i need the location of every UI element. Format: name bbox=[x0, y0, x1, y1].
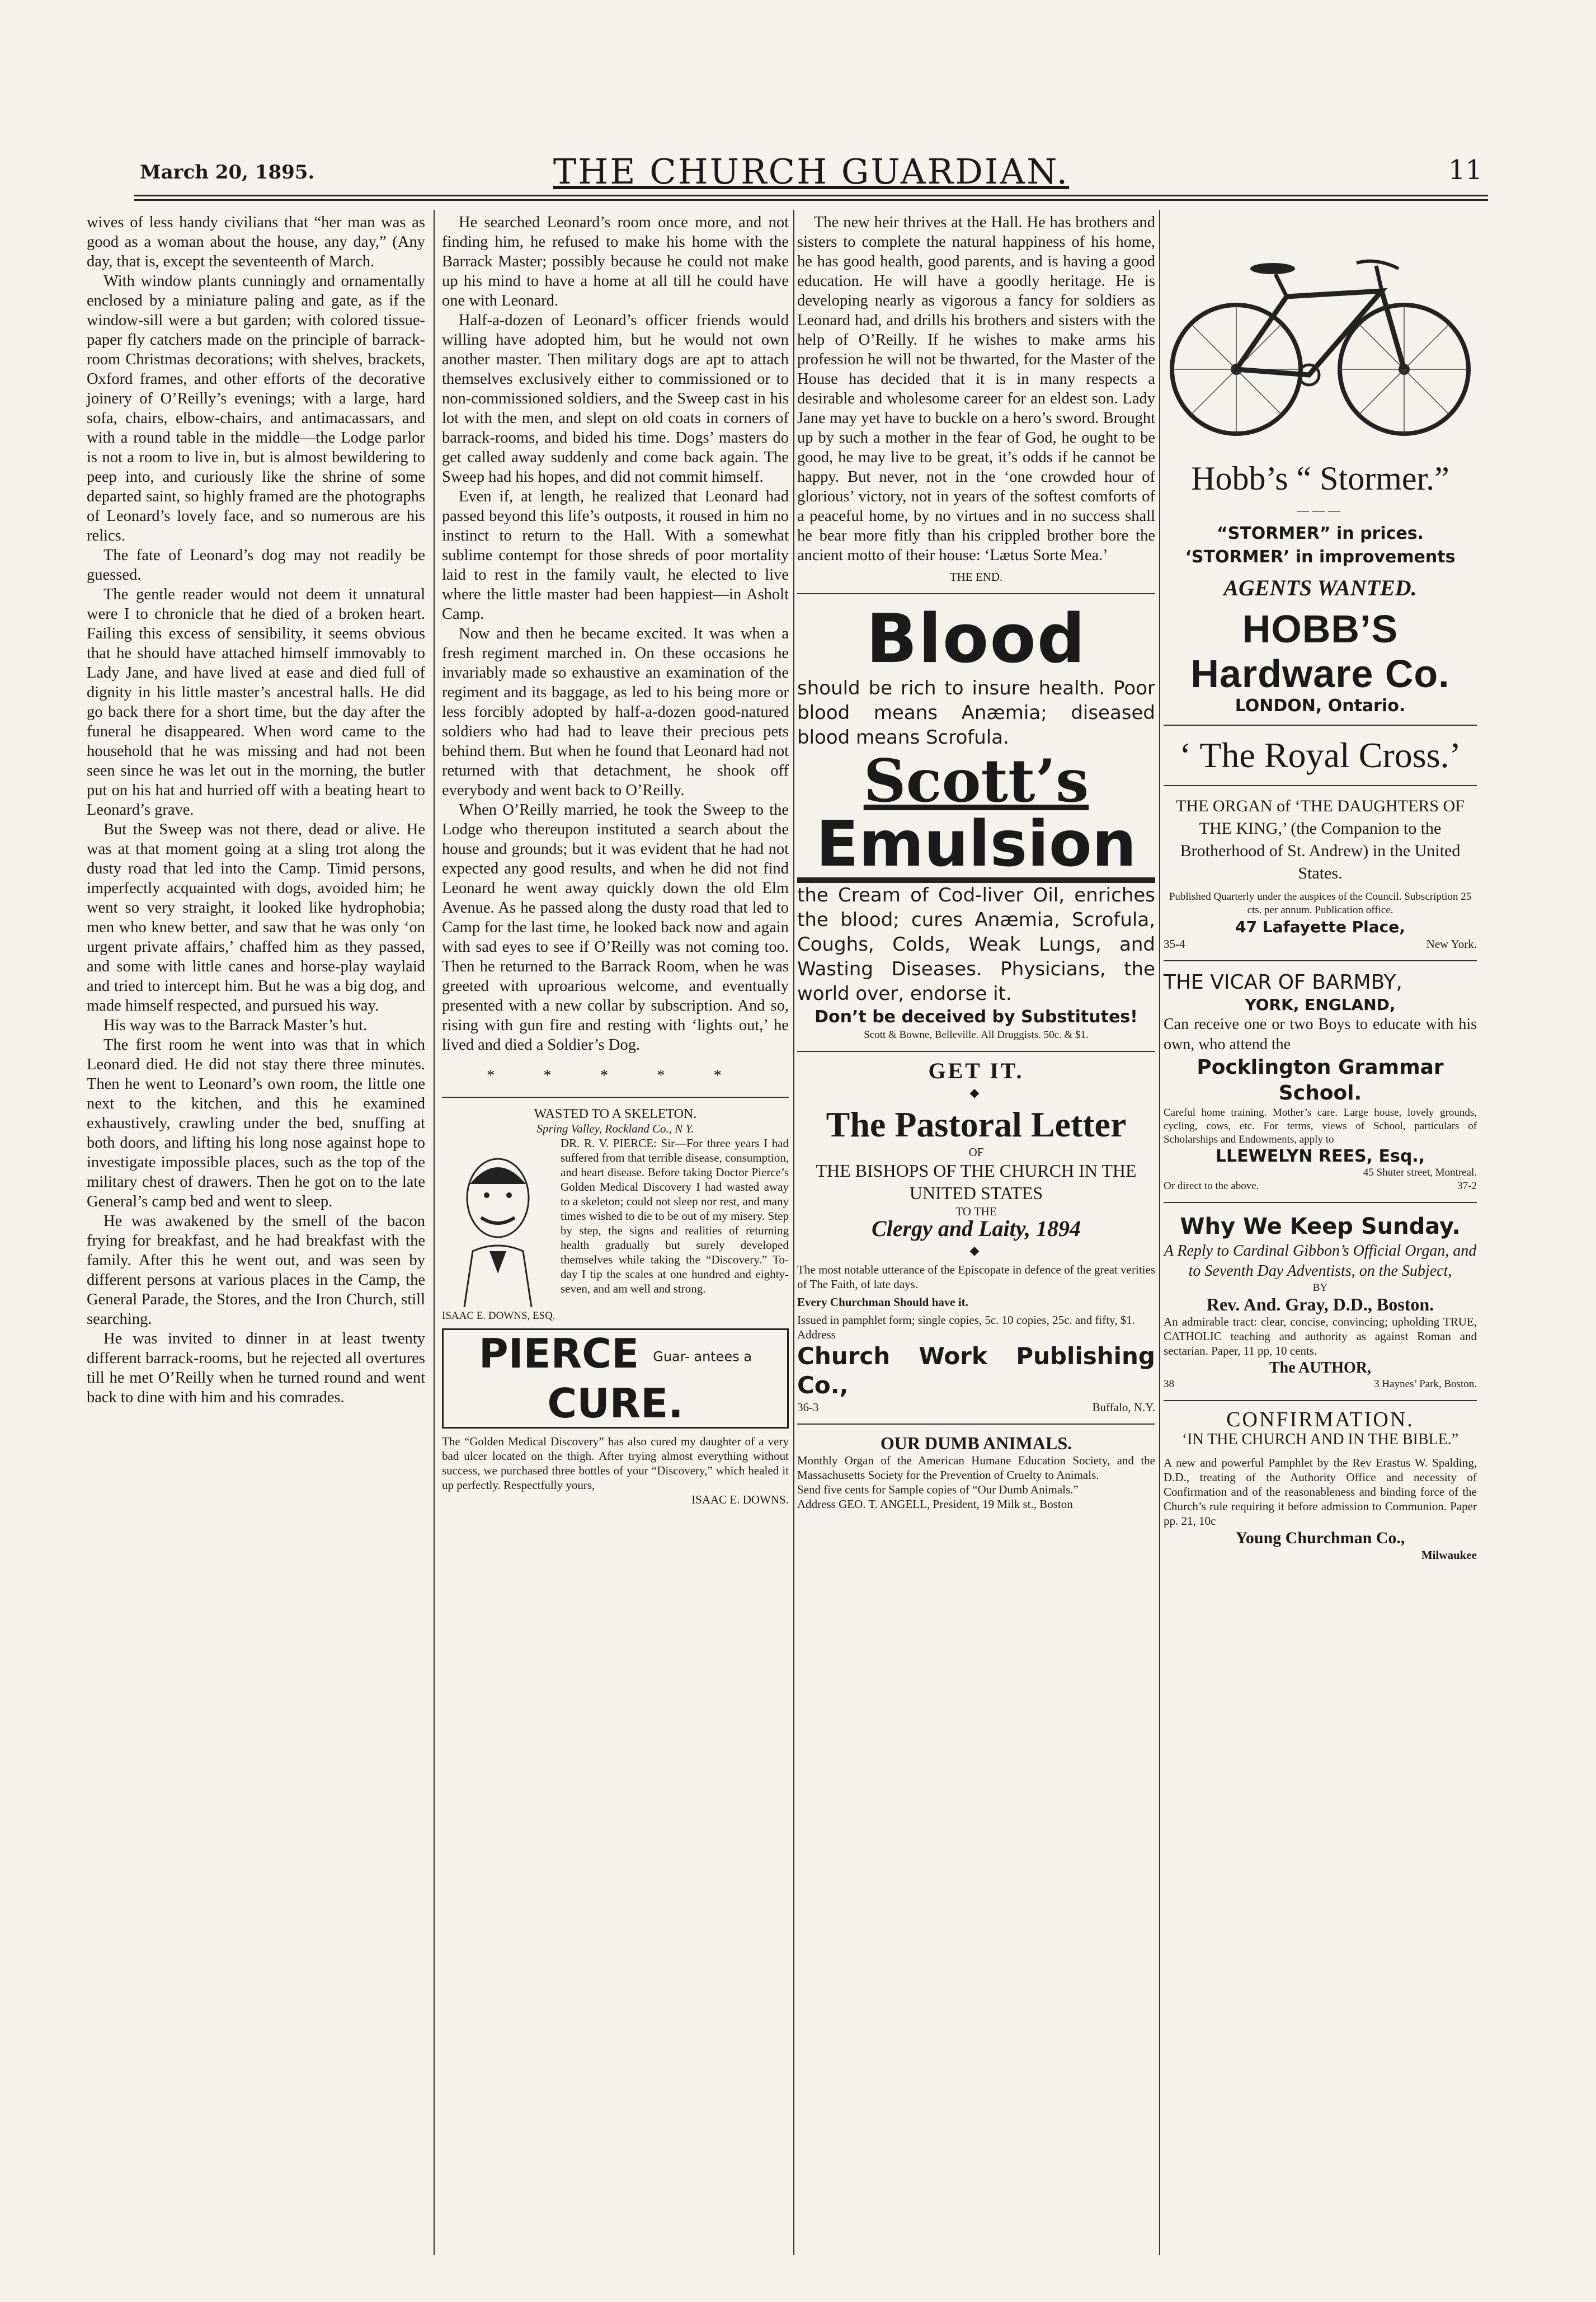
lafayette-number: 35-4 bbox=[1164, 937, 1185, 951]
story-paragraph: The first room he went into was that in which Leonard died. He did not stay there three minutes. Then he went to Leonard’s own room, the little one next to the kitchen, and this he examined exhaustively, crawling under the bed, snuffing at both doors, and lifting his long nose against hope to investigate impossible places, such as the top of the military chest of drawers. Then he got on to the late General’s camp bed and went to sleep. bbox=[87, 1036, 425, 1210]
receive-boys: Can receive one or two Boys to educate with his own, who attend the bbox=[1164, 1016, 1477, 1053]
cure-word: CURE. bbox=[547, 1380, 684, 1427]
pastoral-letter-title: The Pastoral Letter bbox=[826, 1105, 1127, 1144]
clergy-laity: Clergy and Laity, 1894 bbox=[871, 1216, 1081, 1241]
of-label: OF bbox=[968, 1145, 984, 1159]
milwaukee: Milwaukee bbox=[1421, 1548, 1477, 1562]
church-work-publishing: Church Work Publishing Co., bbox=[797, 1342, 1155, 1399]
header-rule bbox=[134, 195, 1488, 196]
scotts-headline: Scott’s bbox=[863, 746, 1089, 815]
reply-cardinal: A Reply to Cardinal Gibbon’s Official Organ, and to Seventh Day Adventists, on the Subject, bbox=[1164, 1242, 1477, 1280]
story-column-1 bbox=[87, 213, 425, 1407]
skeleton-advert bbox=[442, 1107, 789, 1507]
header-rule-2 bbox=[134, 199, 1488, 201]
story-paragraph: He was invited to dinner in at least twenty different barrack-rooms, but he rejected all overtures till he met O’Reilly when he turned round and went back to dine with him and his comrades. bbox=[87, 1330, 425, 1406]
divider bbox=[797, 1051, 1155, 1052]
advert-column bbox=[1164, 213, 1477, 1562]
page-number: 11 bbox=[1448, 154, 1482, 186]
lafayette-city: New York. bbox=[1426, 937, 1477, 951]
emulsion-headline: Emulsion bbox=[797, 811, 1155, 883]
llewelyn-rees: LLEWELYN REES, Esq., bbox=[1215, 1147, 1425, 1166]
in-the-church: ‘IN THE CHURCH AND IN THE BIBLE.” bbox=[1181, 1431, 1459, 1448]
portrait-illustration bbox=[442, 1139, 554, 1307]
admirable-tract: An admirable tract: clear, concise, convincing; upholding TRUE, CATHOLIC teaching and authority as against Roman and sectarian. Paper, 11 pp, 10 cents. bbox=[1164, 1315, 1477, 1357]
story-paragraph: His way was to the Barrack Master’s hut. bbox=[103, 1017, 368, 1034]
advert-title: WASTED TO A SKELETON. bbox=[534, 1107, 697, 1121]
pierce-banner bbox=[442, 1328, 789, 1429]
the-author: The AUTHOR, bbox=[1269, 1359, 1372, 1376]
column-divider bbox=[434, 210, 435, 2255]
bicycle-illustration bbox=[1164, 213, 1477, 459]
lafayette-footer bbox=[1164, 937, 1477, 951]
by-label: BY bbox=[1312, 1282, 1328, 1294]
flourish: ◆ bbox=[969, 1243, 983, 1257]
section-stars: * * * * * bbox=[487, 1067, 744, 1084]
blood-headline: Blood bbox=[866, 600, 1086, 678]
cwp-number: 36-3 bbox=[797, 1401, 819, 1414]
divider bbox=[442, 1097, 789, 1098]
newspaper-title: THE CHURCH GUARDIAN. bbox=[553, 151, 1070, 192]
story-paragraph: The new heir thrives at the Hall. He has brothers and sisters to complete the natural happiness of his home, he has good health, good parents, and is having a good education. He will have a goodly heritage. He is developing nearly as vigorous a fancy for soldiers as Leonard had, and drills his brothers and sisters with the help of O’Reilly. If he wishes to make arms his profession he will not be thwarted, for the Master of the House has decided that it is in many respects a desirable and wholesome career for an eldest son. Lady Jane may yet have to buckle on a hero’s sword. Brought up by such a mother in the fear of God, he ought to be good, he may live to be great, it’s odds if he cannot be happy. But never, not in the ‘one crowded hour of glorious’ victory, not in years of the softest comforts of a peaceful home, by no virtues and in no success shall he bear more fitly than his crippled brother bore the ancient motto of their house: ‘Lætus Sorte Mea.’ bbox=[797, 214, 1155, 564]
get-it: GET IT. bbox=[928, 1058, 1024, 1083]
address-label: Address bbox=[797, 1328, 836, 1341]
divider bbox=[1164, 785, 1477, 786]
advert-body: DR. R. V. PIERCE: Sir—For three years I had suffered from that terrible disease, consumption, and heart disease. Before taking Doctor Pierce’s Golden Medical Discovery I had wasted away to a skeleton; could not sleep nor rest, and many times wished to die to be out of my misery. Step by step, the signs and realities of returning health gradually but surely developed themselves while taking the “Discovery.” To-day I tip the scales at one hundred and eighty-seven, and am well and strong. bbox=[561, 1136, 789, 1295]
the-end: THE END. bbox=[949, 570, 1003, 584]
story-paragraph: He was awakened by the smell of the bacon frying for breakfast, and he had breakfast with the family. After this he went out, and was seen by different persons at various places in the Camp, the General Parade, the Stores, and the Iron Church, still searching. bbox=[87, 1213, 425, 1328]
story-paragraph: He searched Leonard’s room once more, and not finding him, he refused to make his home with the Barrack Master; possibly because he could not make up his mind to have a home at all till he could have one with Leonard. bbox=[442, 214, 789, 309]
divider bbox=[1164, 1202, 1477, 1203]
scott-bowne: Scott & Bowne, Belleville. All Druggists. 50c. & $1. bbox=[864, 1029, 1089, 1041]
divider bbox=[1164, 1400, 1477, 1401]
daughters-organ: THE ORGAN of ‘THE DAUGHTERS OF THE KING,’ (the Companion to the Brotherhood of St. Andrew) in the United States. bbox=[1176, 797, 1465, 882]
direct-number: 37-2 bbox=[1457, 1180, 1477, 1192]
emulsion-text: the Cream of Cod-liver Oil, enriches the blood; cures Anæmia, Scrofula, Coughs, Colds, Weak Lungs, and Wasting Diseases. Physicians, the world over, endorse it. bbox=[797, 884, 1155, 1005]
pierce-guarantees: Guar- antees a bbox=[653, 1349, 752, 1365]
author-footer bbox=[1164, 1378, 1477, 1391]
london-ontario: LONDON, Ontario. bbox=[1235, 696, 1406, 716]
agents-wanted: AGENTS WANTED. bbox=[1223, 575, 1417, 600]
notable-utterance: The most notable utterance of the Episcopate in defence of the great verities of The Faith, of late days. bbox=[797, 1263, 1155, 1291]
divider bbox=[797, 593, 1155, 594]
story-paragraph: When O’Reilly married, he took the Sweep to the Lodge who thereupon instituted a search about the house and grounds; but it was evident that he had not expected any good results, and when he did not find Leonard he went away quickly down the old Elm Avenue. As he passed along the dusty road that led to Camp for the last time, he looked back now and again with sad eyes to see if O’Reilly was not coming too. Then he returned to the Barrack Room, when he was greeted with uproarious welcome, and eventually presented with a new collar by subscription. And so, rising with gun fire and resting with ‘lights out,’ he lived and died a Soldier’s Dog. bbox=[442, 801, 789, 1054]
story-paragraph: wives of less handy civilians that “her man was as good as a woman about the house, any day,” (Any day, that is, except the seventeenth of March. bbox=[87, 214, 425, 270]
pocklington-school: Pocklington Grammar School. bbox=[1197, 1056, 1444, 1105]
flourish: ——— bbox=[1297, 503, 1344, 517]
lafayette-place: 47 Lafayette Place, bbox=[1235, 918, 1405, 936]
why-keep-sunday: Why We Keep Sunday. bbox=[1180, 1214, 1461, 1239]
royal-cross: ‘ The Royal Cross.’ bbox=[1179, 735, 1461, 775]
pierce-word: PIERCE bbox=[478, 1330, 639, 1377]
confirmation-pamphlet: A new and powerful Pamphlet by the Rev Erastus W. Spalding, D.D., treating of the Authority Office and necessity of Confirmation and of the reasonableness and binding force of the Church’s rule requiring it before admission to Communion. Paper pp. 21, 10c bbox=[1164, 1456, 1477, 1528]
advert-footer-signature: ISAAC E. DOWNS. bbox=[691, 1493, 789, 1507]
cwp-city: Buffalo, N.Y. bbox=[1092, 1401, 1155, 1414]
advert-signature: ISAAC E. DOWNS, ESQ. bbox=[442, 1310, 555, 1322]
story-paragraph: Even if, at length, he realized that Leonard had passed beyond this life’s outposts, it roused in him no instinct to return to the Hall. With a somewhat sublime contempt for those shreds of poor mortality laid to rest in the family vault, he elected to live where the little master had been happiest—in Asholt Camp. bbox=[442, 488, 789, 623]
author-number: 38 bbox=[1164, 1378, 1174, 1390]
cwp-footer bbox=[797, 1400, 1155, 1415]
divider bbox=[797, 1424, 1155, 1425]
shuter-street: 45 Shuter street, Montreal. bbox=[1363, 1167, 1477, 1178]
direct-above: Or direct to the above. bbox=[1164, 1180, 1259, 1192]
story-paragraph: The fate of Leonard’s dog may not readily be guessed. bbox=[87, 547, 425, 584]
haynes-park: 3 Haynes’ Park, Boston. bbox=[1374, 1378, 1477, 1390]
column-divider bbox=[793, 210, 794, 2255]
divider bbox=[1164, 725, 1477, 726]
story-paragraph: The gentle reader would not deem it unnatural were I to chronicle that he died of a broken heart. Failing this excess of sensibility, it seems obvious that he should have attached himself immovably to Lady Jane, and have lived at ease and died full of dignity in his little master’s ancestral halls. He did go back there for a short time, but the day after the funeral he disappeared. When word came to the household that he was missing and had not been seen since he was let out in the morning, the butler put on his hat and hurried off with a beating heart to Leonard’s grave. bbox=[87, 586, 425, 819]
blood-text: should be rich to insure health. Poor blood means Anæmia; diseased blood means Scrofula. bbox=[797, 677, 1155, 749]
york-england: YORK, ENGLAND, bbox=[1245, 995, 1396, 1014]
substitutes-warning: Don’t be deceived by Substitutes! bbox=[815, 1007, 1138, 1027]
rev-gray: Rev. And. Gray, D.D., Boston. bbox=[1206, 1294, 1434, 1314]
divider bbox=[1164, 960, 1477, 961]
stormer-improvements: ‘STORMER’ in improvements bbox=[1185, 547, 1456, 567]
column-3 bbox=[797, 213, 1155, 1511]
issue-date: March 20, 1895. bbox=[140, 161, 315, 184]
advert-footer: The “Golden Medical Discovery” has also cured my daughter of a very bad ulcer located on the thigh. After trying almost everything without success, we purchased three bottles of your “Discovery,” which healed it up perfectly. Respectfully yours, bbox=[442, 1435, 789, 1492]
column-divider bbox=[1159, 210, 1160, 2255]
story-paragraph: But the Sweep was not there, dead or alive. He was at that moment going at a sling trot along the dusty road that led into the Camp. Timid persons, imperfectly acquainted with dogs, avoided him; he went so very straight, it looked like hydrophobia; men who knew better, and saw that he was only ‘on urgent private affairs,’ chaffed him as they passed, and some with little canes and horse-play waylaid and tried to intercept him. But he was a big dog, and made himself respected, and pursued his way. bbox=[87, 821, 425, 1014]
to-the: TO THE bbox=[955, 1205, 997, 1218]
every-churchman: Every Churchman Should have it. bbox=[797, 1295, 968, 1309]
bishops-line: THE BISHOPS OF THE CHURCH IN THE UNITED STATES bbox=[816, 1161, 1137, 1203]
dumb-animals-address: Address GEO. T. ANGELL, President, 19 Milk st., Boston bbox=[797, 1497, 1073, 1511]
story-column-2 bbox=[442, 213, 789, 1507]
published-quarterly: Published Quarterly under the auspices of the Council. Subscription 25 cts. per annum. Publication office. bbox=[1169, 891, 1472, 916]
young-churchman: Young Churchman Co., bbox=[1235, 1529, 1405, 1547]
dumb-animals-send: Send five cents for Sample copies of “Our Dumb Animals.” bbox=[797, 1483, 1079, 1496]
hobbs-hardware: HOBB’S Hardware Co. bbox=[1190, 607, 1450, 696]
flourish: ◆ bbox=[969, 1086, 983, 1100]
masthead bbox=[134, 151, 1488, 190]
direct-footer bbox=[1164, 1180, 1477, 1193]
issued-in-pamphlet: Issued in pamphlet form; single copies, 5c. 10 copies, 25c. and fifty, $1. bbox=[797, 1313, 1136, 1327]
stormer-prices: “STORMER” in prices. bbox=[1216, 524, 1424, 543]
vicar-barmby: THE VICAR OF BARMBY, bbox=[1164, 971, 1402, 994]
dumb-animals-title: OUR DUMB ANIMALS. bbox=[880, 1433, 1072, 1453]
confirmation-title: CONFIRMATION. bbox=[1226, 1408, 1414, 1431]
careful-home-training: Careful home training. Mother’s care. Large house, lovely grounds, cycling, cows, etc. For terms, views of School, particulars of Scholarships and Endowments, apply to bbox=[1164, 1107, 1477, 1145]
story-paragraph: With window plants cunningly and ornamentally enclosed by a miniature paling and gate, as if the window-sill were a but garden; with colored tissue-paper fly catchers made on the principle of barrack-room Christmas decorations; with shelves, brackets, Oxford frames, and other efforts of the decorative joinery of O’Reilly’s evenings; with a large, hard sofa, chairs, elbow-chairs, and antimacassars, and with a round table in the middle—the Lodge parlor is not a room to live in, but is almost bewildering to peep into, and curiously like the shrine of some departed saint, so highly framed are the photographs of Leonard’s lovely face, and so numerous are his relics. bbox=[87, 273, 425, 544]
story-paragraph: Now and then he became excited. It was when a fresh regiment marched in. On these occasions he invariably made so exhaustive an examination of the regiment and its baggage, as led to his being more or less forcibly adopted by half-a-dozen good-natured soldiers who had had to leave their precious pets behind them. But when he found that Leonard had not returned with that detachment, he shook off everybody and went back to O’Reilly. bbox=[442, 625, 789, 799]
dumb-animals-text: Monthly Organ of the American Humane Education Society, and the Massachusetts Society for the Prevention of Cruelty to Animals. bbox=[797, 1454, 1155, 1482]
advert-place: Spring Valley, Rockland Co., N Y. bbox=[536, 1122, 694, 1135]
story-paragraph: Half-a-dozen of Leonard’s officer friends would willing have adopted him, but he would not own another master. Then military dogs are apt to attach themselves exclusively either to commissioned or to non-commissioned soldiers, and the Sweep cast in his lot with the men, and slept on old coats in corners of barrack-rooms, and bided his time. Dogs’ masters do get called away suddenly and come back again. The Sweep had his hopes, and did not commit himself. bbox=[442, 312, 789, 486]
hobbs-stormer: Hobb’s “ Stormer.” bbox=[1191, 460, 1449, 497]
